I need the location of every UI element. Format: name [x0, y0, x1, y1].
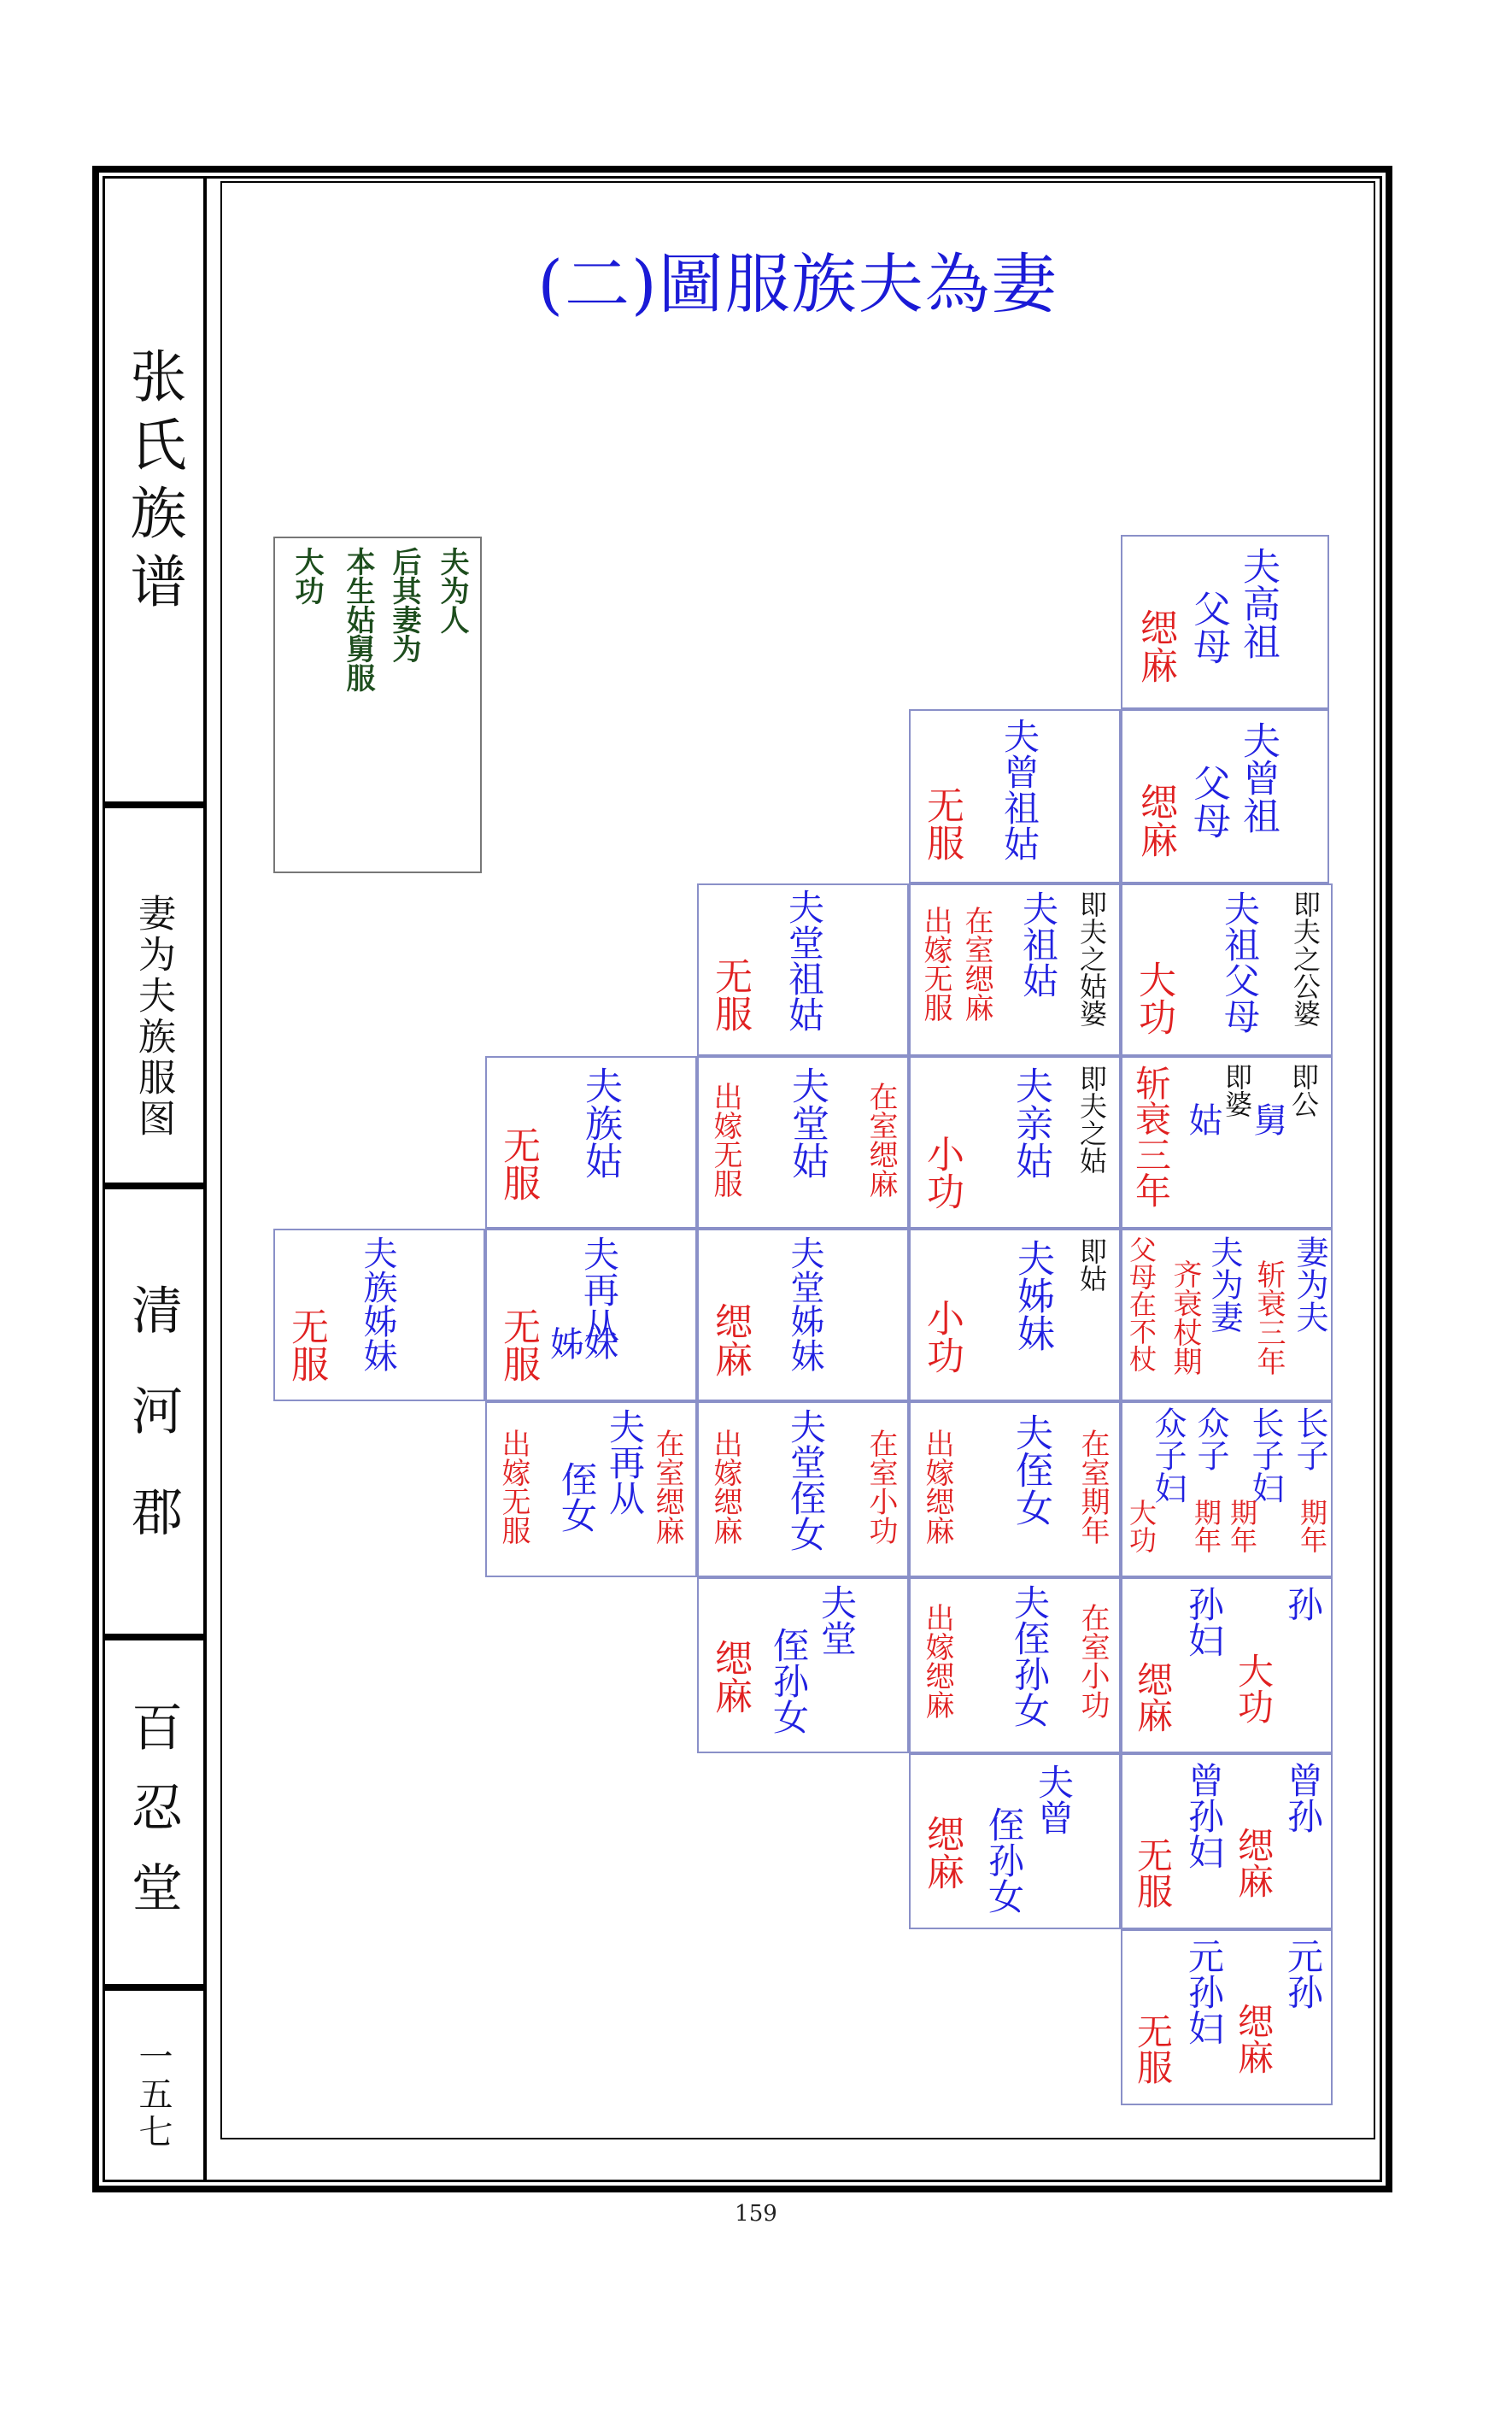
relation-note: 即公	[1287, 1063, 1320, 1118]
mourning-term: 无服	[1132, 1837, 1174, 1909]
relative-name: 长子妇	[1246, 1406, 1284, 1504]
cell-zengsun	[1121, 1753, 1333, 1929]
cell-self	[1121, 1229, 1333, 1401]
cell-qingu	[909, 1056, 1121, 1229]
relative-name: 夫堂侄女	[785, 1408, 827, 1552]
mourning-term: 出嫁缌麻	[708, 1429, 742, 1545]
mourning-term: 缌麻	[1233, 2003, 1275, 2075]
cell-zufumu	[1121, 883, 1333, 1056]
sidebar-hall	[103, 1640, 207, 1986]
mourning-term: 缌麻	[920, 1815, 964, 1890]
mourning-term: 无服	[496, 1307, 540, 1382]
mourning-term: 小功	[920, 1135, 964, 1210]
family-name-text: 张氏族谱	[120, 347, 186, 620]
page-number: 159	[735, 2201, 777, 2227]
page-cn-text: 一五七	[133, 2039, 173, 2151]
page-title: (二)圖服族夫為妻	[537, 246, 1058, 322]
relative-name: 众子	[1192, 1406, 1229, 1471]
cell-zhangzi	[1121, 1401, 1333, 1577]
mourning-term: 期年	[1226, 1499, 1258, 1553]
mourning-term: 小功	[920, 1299, 964, 1374]
relative-name: 夫再从	[604, 1408, 646, 1516]
relative-name: 夫族姑	[578, 1066, 622, 1179]
cell-tanggu	[697, 1056, 909, 1229]
cell-zaicongzhinv	[485, 1401, 697, 1577]
cell-zengzu	[1121, 709, 1329, 883]
relative-name: 侄女	[556, 1461, 598, 1533]
cell-zimei	[909, 1229, 1121, 1401]
sidebar-page	[103, 1991, 207, 2182]
cell-zhisunnv	[909, 1577, 1121, 1753]
mourning-term: 齐衰杖期	[1168, 1259, 1202, 1376]
relative-name: 长子	[1291, 1406, 1328, 1471]
cell-tangzugu	[697, 883, 909, 1056]
relative-name: 父母	[1187, 590, 1230, 665]
mourning-term: 缌麻	[1132, 1661, 1174, 1733]
relative-name: 夫曾祖姑	[999, 718, 1040, 861]
relative-name: 孙妇	[1183, 1586, 1225, 1658]
relative-name: 夫高祖	[1236, 547, 1280, 660]
relative-name: 夫亲姑	[1009, 1066, 1052, 1179]
note-line: 后其妻为	[387, 547, 421, 663]
relation-note: 即夫之姑婆	[1075, 890, 1108, 1027]
relative-name: 元孙妇	[1183, 1938, 1225, 2045]
chart-name-text: 妻为夫族服图	[132, 894, 175, 1140]
relative-name: 曾孙妇	[1183, 1762, 1225, 1869]
relative-name: 夫曾祖	[1236, 721, 1280, 834]
relative-name: 父母	[1187, 764, 1230, 839]
relative-name: 姑	[1183, 1102, 1222, 1136]
cell-tangzhinv	[697, 1401, 909, 1577]
mourning-term: 无服	[496, 1126, 540, 1201]
cell-zugu2	[485, 1056, 697, 1229]
mourning-term: 无服	[920, 786, 964, 861]
mourning-term: 缌麻	[708, 1302, 752, 1377]
relative-name: 夫再从	[578, 1235, 620, 1343]
mourning-term: 出嫁无服	[918, 906, 952, 1022]
cell-gongpo	[1121, 1056, 1333, 1229]
cell-zengzugu	[909, 709, 1121, 883]
mourning-term: 在室期年	[1075, 1429, 1110, 1545]
cell-tangzimei	[697, 1229, 909, 1401]
cell-tangzhisunnv	[697, 1577, 909, 1753]
note-box	[273, 537, 482, 873]
mourning-term: 出嫁缌麻	[920, 1429, 954, 1545]
relative-name: 夫曾	[1033, 1764, 1075, 1835]
mourning-term: 在室小功	[1075, 1603, 1110, 1719]
mourning-term: 期年	[1190, 1499, 1222, 1553]
relation-note: 即姑	[1075, 1237, 1108, 1292]
cell-zhinv	[909, 1401, 1121, 1577]
relative-name: 夫侄孙女	[1009, 1584, 1051, 1728]
relation-note: 即婆	[1221, 1063, 1253, 1118]
mourning-term: 在室缌麻	[650, 1429, 684, 1545]
relative-name: 侄孙女	[983, 1806, 1025, 1914]
relative-name: 夫侄女	[1009, 1413, 1052, 1526]
mourning-term: 父母在不杖	[1125, 1235, 1157, 1372]
mourning-term: 在室缌麻	[864, 1082, 898, 1198]
mourning-term: 缌麻	[708, 1639, 752, 1714]
relative-name: 夫祖父母	[1219, 890, 1261, 1034]
mourning-term: 在室缌麻	[959, 906, 993, 1022]
relative-name: 舅	[1248, 1102, 1287, 1136]
relative-name: 夫为妻	[1205, 1235, 1243, 1333]
cell-gaozu	[1121, 535, 1329, 709]
relative-name: 妻为夫	[1291, 1235, 1328, 1333]
relative-name: 夫祖姑	[1017, 890, 1059, 998]
note-line: 本生姑舅服	[341, 547, 375, 692]
relative-name: 夫堂祖姑	[783, 889, 825, 1032]
county-text: 清河郡	[123, 1283, 183, 1586]
mourning-term: 无服	[708, 957, 752, 1032]
relative-name: 孙	[1282, 1586, 1324, 1622]
mourning-term: 出嫁无服	[496, 1429, 530, 1545]
sidebar-divider	[103, 1634, 207, 1640]
mourning-term: 在室小功	[864, 1429, 898, 1545]
cell-yuansun	[1121, 1929, 1333, 2105]
mourning-term: 大功	[1132, 960, 1175, 1036]
cell-zuzimei	[273, 1229, 485, 1401]
relative-name: 夫堂	[816, 1584, 858, 1656]
mourning-term: 大功	[1125, 1499, 1157, 1553]
relative-name: 夫姊妹	[1011, 1239, 1054, 1352]
relative-name: 元孙	[1282, 1938, 1324, 2010]
mourning-term: 期年	[1296, 1499, 1328, 1553]
note-line: 夫为人	[435, 547, 469, 634]
sidebar-divider	[103, 1183, 207, 1189]
mourning-term: 缌麻	[1233, 1827, 1275, 1899]
mourning-term: 缌麻	[1134, 783, 1177, 858]
relation-note: 即夫之公婆	[1289, 890, 1322, 1027]
mourning-term: 斩衰三年	[1251, 1259, 1286, 1376]
sidebar-divider	[103, 1984, 207, 1991]
relative-name: 夫族姊妹	[358, 1235, 397, 1372]
cell-sun	[1121, 1577, 1333, 1753]
relative-name: 众子妇	[1149, 1406, 1187, 1504]
mourning-term: 缌麻	[1134, 608, 1177, 684]
mourning-term: 无服	[1132, 2013, 1174, 2085]
relative-name: 姊妹	[550, 1325, 618, 1365]
relative-name: 曾孙	[1282, 1762, 1324, 1834]
sidebar-county	[103, 1189, 207, 1634]
relative-name: 夫堂姊妹	[785, 1235, 824, 1372]
sidebar-family-title	[103, 176, 207, 807]
mourning-term: 无服	[284, 1307, 328, 1382]
mourning-term: 斩衰三年	[1130, 1065, 1172, 1208]
mourning-term: 出嫁缌麻	[920, 1603, 954, 1719]
cell-zaicongzimei	[485, 1229, 697, 1401]
mourning-term: 出嫁无服	[708, 1082, 742, 1198]
sidebar-divider	[103, 801, 207, 808]
note-line: 大功	[290, 547, 324, 605]
cell-zengzhisunnv	[909, 1753, 1121, 1929]
cell-zugu	[909, 883, 1121, 1056]
sidebar-chart-name	[103, 808, 207, 1184]
mourning-term: 大功	[1233, 1652, 1275, 1724]
relative-name: 夫堂姑	[785, 1066, 829, 1179]
hall-text: 百忍堂	[123, 1700, 183, 1941]
relative-name: 侄孙女	[768, 1627, 810, 1734]
relation-note: 即夫之姑	[1075, 1065, 1108, 1174]
